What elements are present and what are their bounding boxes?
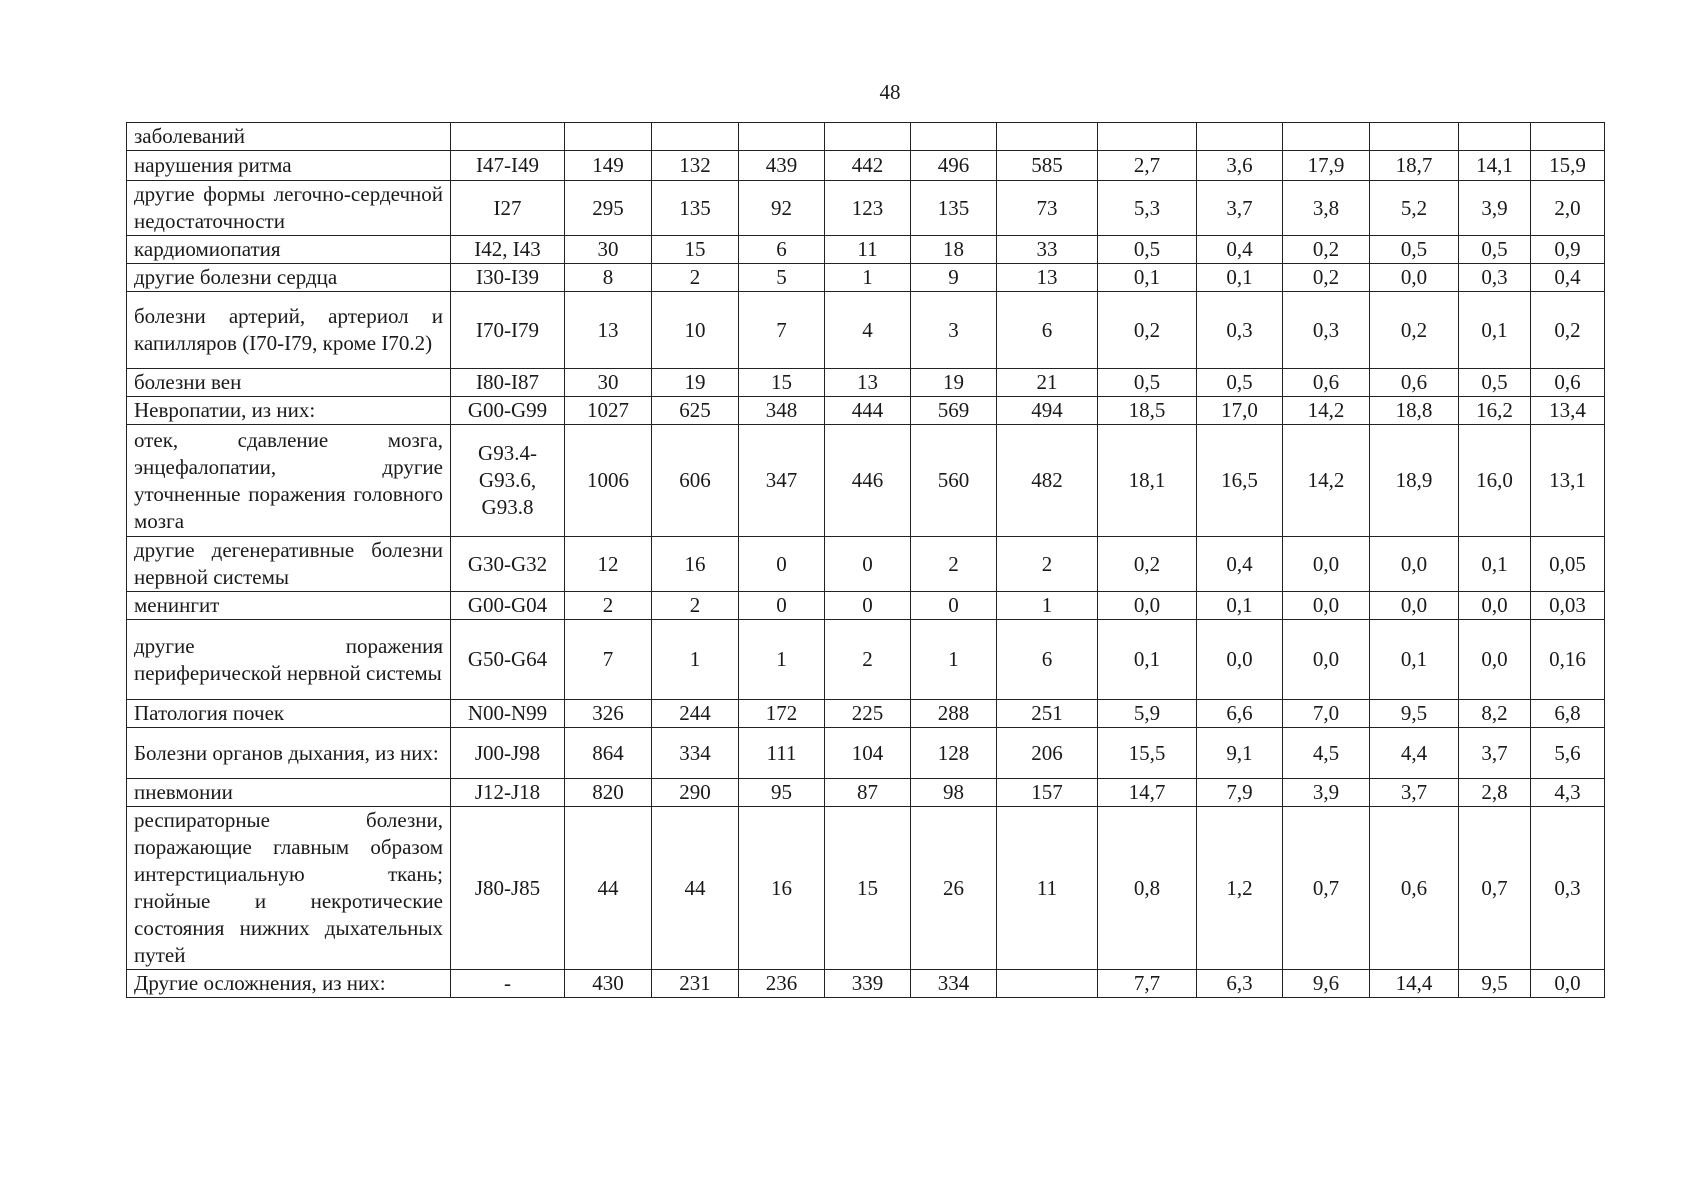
icd-code-line: G93.8	[481, 495, 534, 519]
value-cell: 15,9	[1531, 151, 1605, 181]
value-cell	[825, 123, 911, 151]
value-cell: 2	[997, 537, 1098, 592]
table-row	[127, 236, 1605, 264]
value-cell: 0,4	[1197, 537, 1283, 592]
value-cell: 6,3	[1197, 970, 1283, 998]
disease-name-cell: кардиомиопатия	[127, 236, 451, 264]
value-cell: 14,1	[1459, 151, 1531, 181]
value-cell: 0,2	[1370, 292, 1459, 369]
value-cell: 16,0	[1459, 425, 1531, 537]
value-cell: 0,8	[1098, 807, 1197, 970]
disease-name-cell: болезни вен	[127, 369, 451, 397]
value-cell: 9	[911, 264, 997, 292]
value-cell: 347	[739, 425, 825, 537]
value-cell: 9,1	[1197, 728, 1283, 779]
value-cell: 16,5	[1197, 425, 1283, 537]
value-cell: 14,2	[1283, 425, 1370, 537]
value-cell: 0,0	[1459, 620, 1531, 700]
value-cell: 231	[652, 970, 739, 998]
value-cell: 494	[997, 397, 1098, 425]
icd-code-cell	[451, 425, 565, 537]
disease-name-cell: Другие осложнения, из них:	[127, 970, 451, 998]
value-cell: 0,5	[1459, 236, 1531, 264]
value-cell	[1370, 123, 1459, 151]
value-cell	[997, 123, 1098, 151]
value-cell: 172	[739, 700, 825, 728]
icd-code-cell: I42, I43	[451, 236, 565, 264]
icd-code-cell: I30-I39	[451, 264, 565, 292]
disease-name-cell: болезни артерий, артериол и капилляров (I70-I79, кроме I70.2)	[127, 292, 451, 369]
value-cell: 864	[565, 728, 652, 779]
value-cell: 569	[911, 397, 997, 425]
value-cell: 585	[997, 151, 1098, 181]
value-cell: 0,5	[1098, 369, 1197, 397]
table-row	[127, 779, 1605, 807]
value-cell: 135	[911, 181, 997, 236]
value-cell: 0,4	[1197, 236, 1283, 264]
value-cell: 18,5	[1098, 397, 1197, 425]
value-cell: 606	[652, 425, 739, 537]
icd-code-cell: G50-G64	[451, 620, 565, 700]
value-cell: 3,7	[1370, 779, 1459, 807]
value-cell: 0,6	[1531, 369, 1605, 397]
value-cell: 0,1	[1197, 264, 1283, 292]
disease-name-cell: другие дегенеративные болезни нервной системы	[127, 537, 451, 592]
icd-code-cell	[451, 123, 565, 151]
value-cell: 326	[565, 700, 652, 728]
value-cell: 92	[739, 181, 825, 236]
value-cell: 0,0	[1531, 970, 1605, 998]
disease-name-cell: нарушения ритма	[127, 151, 451, 181]
value-cell: 0,2	[1283, 264, 1370, 292]
value-cell: 2	[565, 592, 652, 620]
table-row	[127, 151, 1605, 181]
value-cell: 206	[997, 728, 1098, 779]
value-cell: 4,5	[1283, 728, 1370, 779]
value-cell: 5,3	[1098, 181, 1197, 236]
table-row	[127, 592, 1605, 620]
value-cell	[1283, 123, 1370, 151]
value-cell: 87	[825, 779, 911, 807]
value-cell: 0,0	[1197, 620, 1283, 700]
value-cell: 560	[911, 425, 997, 537]
icd-code-cell: J12-J18	[451, 779, 565, 807]
value-cell: 16	[739, 807, 825, 970]
table-row	[127, 620, 1605, 700]
value-cell: 30	[565, 236, 652, 264]
value-cell: 95	[739, 779, 825, 807]
value-cell: 5	[739, 264, 825, 292]
value-cell	[1531, 123, 1605, 151]
value-cell	[739, 123, 825, 151]
value-cell: 0,0	[1370, 537, 1459, 592]
table-row	[127, 292, 1605, 369]
value-cell: 14,4	[1370, 970, 1459, 998]
value-cell: 430	[565, 970, 652, 998]
value-cell: 18,8	[1370, 397, 1459, 425]
table-row	[127, 181, 1605, 236]
table-row	[127, 728, 1605, 779]
table-row	[127, 369, 1605, 397]
value-cell: 19	[911, 369, 997, 397]
value-cell: 2	[911, 537, 997, 592]
value-cell: 7,7	[1098, 970, 1197, 998]
value-cell: 14,2	[1283, 397, 1370, 425]
value-cell: 15,5	[1098, 728, 1197, 779]
icd-code-cell: I47-I49	[451, 151, 565, 181]
value-cell: 17,0	[1197, 397, 1283, 425]
value-cell: 18	[911, 236, 997, 264]
value-cell: 2	[652, 592, 739, 620]
value-cell	[565, 123, 652, 151]
value-cell: 11	[825, 236, 911, 264]
icd-code-cell: J80-J85	[451, 807, 565, 970]
value-cell: 3	[911, 292, 997, 369]
value-cell: 0,0	[1370, 592, 1459, 620]
value-cell: 0,9	[1531, 236, 1605, 264]
icd-code-line: G93.4-	[478, 441, 537, 465]
icd-code-cell: G30-G32	[451, 537, 565, 592]
value-cell: 7	[739, 292, 825, 369]
disease-name-cell: менингит	[127, 592, 451, 620]
value-cell: 2	[652, 264, 739, 292]
table-row	[127, 425, 1605, 537]
value-cell: 4	[825, 292, 911, 369]
value-cell: 26	[911, 807, 997, 970]
disease-name-cell: другие поражения периферической нервной системы	[127, 620, 451, 700]
icd-code-cell: J00-J98	[451, 728, 565, 779]
value-cell: 0,0	[1283, 537, 1370, 592]
value-cell: 6,8	[1531, 700, 1605, 728]
icd-code-cell: N00-N99	[451, 700, 565, 728]
value-cell: 9,6	[1283, 970, 1370, 998]
value-cell: 8	[565, 264, 652, 292]
disease-name-cell: респираторные болезни, поражающие главным образом интерстициальную ткань; гнойные и некротические состояния нижних дыхательных путей	[127, 807, 451, 970]
value-cell: 1	[739, 620, 825, 700]
value-cell: 0,16	[1531, 620, 1605, 700]
icd-code-cell: G00-G04	[451, 592, 565, 620]
value-cell: 334	[911, 970, 997, 998]
disease-name-cell: Патология почек	[127, 700, 451, 728]
value-cell: 18,1	[1098, 425, 1197, 537]
value-cell: 149	[565, 151, 652, 181]
value-cell: 104	[825, 728, 911, 779]
value-cell: 0,0	[1098, 592, 1197, 620]
value-cell: 0,0	[1283, 620, 1370, 700]
value-cell: 0,2	[1098, 537, 1197, 592]
value-cell	[1459, 123, 1531, 151]
value-cell: 236	[739, 970, 825, 998]
page-number: 48	[879, 80, 901, 104]
value-cell: 0,5	[1459, 369, 1531, 397]
value-cell: 0,3	[1283, 292, 1370, 369]
value-cell: 12	[565, 537, 652, 592]
value-cell: 482	[997, 425, 1098, 537]
value-cell: 10	[652, 292, 739, 369]
value-cell: 0,0	[1283, 592, 1370, 620]
value-cell: 251	[997, 700, 1098, 728]
value-cell: 6	[997, 620, 1098, 700]
value-cell: 496	[911, 151, 997, 181]
value-cell	[652, 123, 739, 151]
value-cell: 6	[997, 292, 1098, 369]
table-row	[127, 970, 1605, 998]
value-cell: 18,7	[1370, 151, 1459, 181]
value-cell: 0	[911, 592, 997, 620]
value-cell: 0,0	[1459, 592, 1531, 620]
value-cell: 111	[739, 728, 825, 779]
value-cell: 3,6	[1197, 151, 1283, 181]
value-cell: 4,3	[1531, 779, 1605, 807]
value-cell: 3,7	[1197, 181, 1283, 236]
icd-code-cell: I70-I79	[451, 292, 565, 369]
value-cell: 1027	[565, 397, 652, 425]
value-cell: 8,2	[1459, 700, 1531, 728]
value-cell: 0,0	[1370, 264, 1459, 292]
icd-code-cell: -	[451, 970, 565, 998]
value-cell: 348	[739, 397, 825, 425]
value-cell: 0,2	[1098, 292, 1197, 369]
value-cell: 11	[997, 807, 1098, 970]
value-cell: 0,3	[1197, 292, 1283, 369]
disease-name-cell: отек, сдавление мозга, энцефалопатии, другие уточненные поражения головного мозга	[127, 425, 451, 537]
value-cell: 19	[652, 369, 739, 397]
disease-name-cell: заболеваний	[127, 123, 451, 151]
icd-code-cell: I80-I87	[451, 369, 565, 397]
value-cell: 625	[652, 397, 739, 425]
value-cell	[1197, 123, 1283, 151]
value-cell: 0,6	[1283, 369, 1370, 397]
value-cell: 2	[825, 620, 911, 700]
value-cell: 0,7	[1283, 807, 1370, 970]
value-cell: 0,1	[1098, 620, 1197, 700]
value-cell: 0,6	[1370, 807, 1459, 970]
value-cell: 1	[997, 592, 1098, 620]
value-cell: 244	[652, 700, 739, 728]
value-cell: 0,5	[1197, 369, 1283, 397]
disease-name-cell: другие болезни сердца	[127, 264, 451, 292]
value-cell: 0,1	[1370, 620, 1459, 700]
value-cell: 0,1	[1197, 592, 1283, 620]
value-cell: 0,2	[1283, 236, 1370, 264]
value-cell: 3,9	[1459, 181, 1531, 236]
value-cell: 0,4	[1531, 264, 1605, 292]
value-cell: 339	[825, 970, 911, 998]
disease-name-cell: пневмонии	[127, 779, 451, 807]
value-cell: 5,9	[1098, 700, 1197, 728]
value-cell: 5,6	[1531, 728, 1605, 779]
value-cell: 15	[825, 807, 911, 970]
value-cell: 290	[652, 779, 739, 807]
table-row	[127, 264, 1605, 292]
value-cell: 13	[997, 264, 1098, 292]
value-cell: 0,6	[1370, 369, 1459, 397]
value-cell: 9,5	[1370, 700, 1459, 728]
value-cell: 225	[825, 700, 911, 728]
value-cell: 4,4	[1370, 728, 1459, 779]
value-cell: 13	[825, 369, 911, 397]
value-cell: 0,7	[1459, 807, 1531, 970]
value-cell: 288	[911, 700, 997, 728]
value-cell: 0,5	[1370, 236, 1459, 264]
value-cell: 132	[652, 151, 739, 181]
value-cell: 3,9	[1283, 779, 1370, 807]
value-cell: 1	[825, 264, 911, 292]
value-cell: 73	[997, 181, 1098, 236]
value-cell	[911, 123, 997, 151]
value-cell: 15	[652, 236, 739, 264]
value-cell: 0,1	[1459, 292, 1531, 369]
value-cell: 128	[911, 728, 997, 779]
value-cell: 0,05	[1531, 537, 1605, 592]
value-cell: 0	[739, 537, 825, 592]
value-cell	[1098, 123, 1197, 151]
value-cell: 13	[565, 292, 652, 369]
value-cell: 0,3	[1459, 264, 1531, 292]
value-cell: 0	[739, 592, 825, 620]
value-cell: 17,9	[1283, 151, 1370, 181]
value-cell: 33	[997, 236, 1098, 264]
value-cell: 30	[565, 369, 652, 397]
value-cell: 1	[911, 620, 997, 700]
value-cell: 15	[739, 369, 825, 397]
value-cell: 3,7	[1459, 728, 1531, 779]
value-cell	[997, 970, 1098, 998]
value-cell: 98	[911, 779, 997, 807]
value-cell: 446	[825, 425, 911, 537]
value-cell: 16	[652, 537, 739, 592]
value-cell: 1	[652, 620, 739, 700]
value-cell: 18,9	[1370, 425, 1459, 537]
disease-name-cell: другие формы легочно-сердечной недостаточности	[127, 181, 451, 236]
value-cell: 157	[997, 779, 1098, 807]
value-cell: 7	[565, 620, 652, 700]
value-cell: 135	[652, 181, 739, 236]
value-cell: 7,0	[1283, 700, 1370, 728]
icd-code-line: G93.6,	[478, 468, 537, 492]
value-cell: 44	[652, 807, 739, 970]
value-cell: 13,1	[1531, 425, 1605, 537]
value-cell: 1,2	[1197, 807, 1283, 970]
value-cell: 14,7	[1098, 779, 1197, 807]
table-row	[127, 397, 1605, 425]
value-cell: 6,6	[1197, 700, 1283, 728]
value-cell: 44	[565, 807, 652, 970]
value-cell: 444	[825, 397, 911, 425]
value-cell: 6	[739, 236, 825, 264]
disease-name-cell: Невропатии, из них:	[127, 397, 451, 425]
value-cell: 1006	[565, 425, 652, 537]
value-cell: 13,4	[1531, 397, 1605, 425]
value-cell: 0	[825, 592, 911, 620]
value-cell: 2,8	[1459, 779, 1531, 807]
value-cell: 0	[825, 537, 911, 592]
value-cell: 820	[565, 779, 652, 807]
value-cell: 123	[825, 181, 911, 236]
value-cell: 7,9	[1197, 779, 1283, 807]
value-cell: 16,2	[1459, 397, 1531, 425]
value-cell: 0,3	[1531, 807, 1605, 970]
icd-code-cell: G00-G99	[451, 397, 565, 425]
table-row	[127, 537, 1605, 592]
value-cell: 2,0	[1531, 181, 1605, 236]
value-cell: 439	[739, 151, 825, 181]
value-cell: 0,2	[1531, 292, 1605, 369]
value-cell: 0,1	[1459, 537, 1531, 592]
value-cell: 295	[565, 181, 652, 236]
value-cell: 442	[825, 151, 911, 181]
table-row	[127, 700, 1605, 728]
value-cell: 3,8	[1283, 181, 1370, 236]
statistics-table	[126, 122, 1605, 998]
table-row	[127, 807, 1605, 970]
icd-code-cell: I27	[451, 181, 565, 236]
value-cell: 9,5	[1459, 970, 1531, 998]
value-cell: 21	[997, 369, 1098, 397]
value-cell: 5,2	[1370, 181, 1459, 236]
value-cell: 334	[652, 728, 739, 779]
table-row	[127, 123, 1605, 151]
value-cell: 0,03	[1531, 592, 1605, 620]
value-cell: 0,5	[1098, 236, 1197, 264]
value-cell: 0,1	[1098, 264, 1197, 292]
disease-name-cell: Болезни органов дыхания, из них:	[127, 728, 451, 779]
value-cell: 2,7	[1098, 151, 1197, 181]
